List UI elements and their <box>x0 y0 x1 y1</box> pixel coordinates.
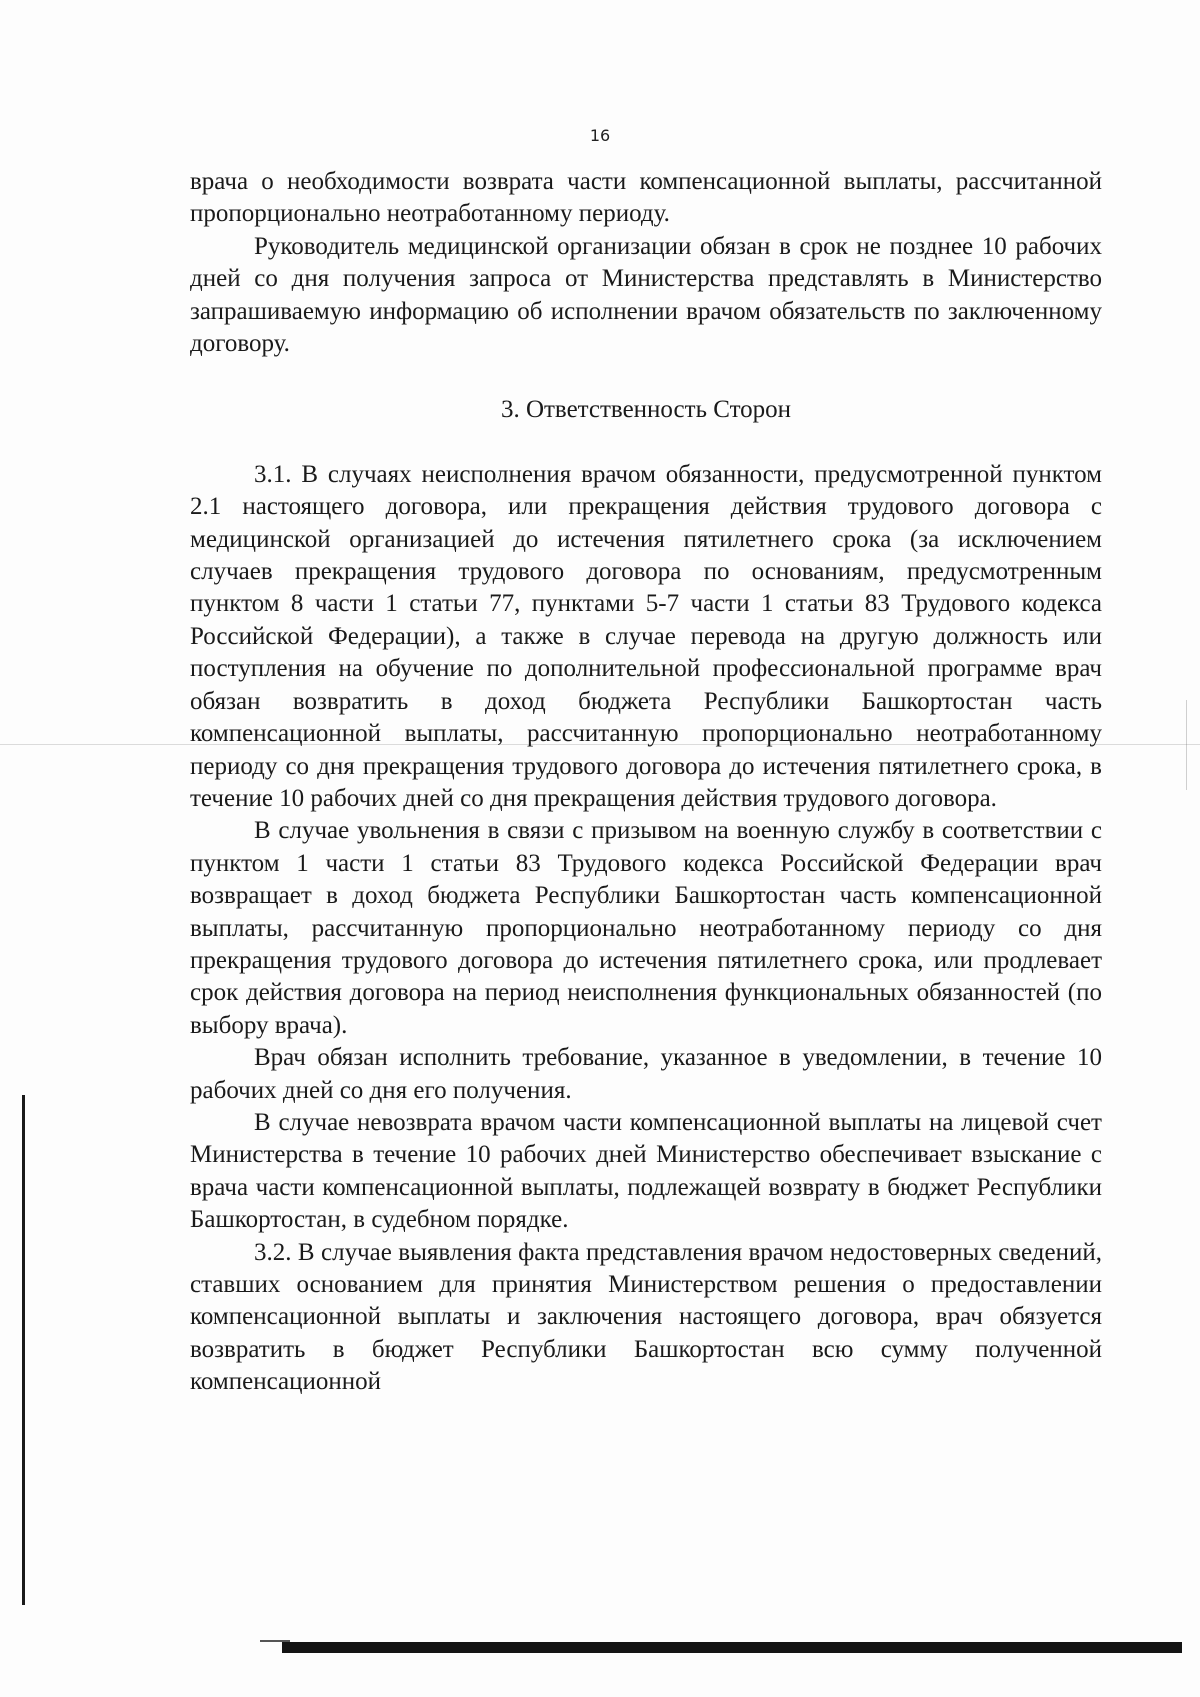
page-number: 16 <box>589 126 611 145</box>
scan-artifact-edge <box>1186 700 1187 790</box>
paragraph-military-service: В случае увольнения в связи с призывом на военную службу в соответствии с пунктом 1 части 1 статьи 83 Трудового кодекса Российской Федерации врач возвращает в доход бюджета Республики Башкортостан часть компенсационной выплаты, рассчитанную пропорционально неотработанному периоду со дня прекращения трудового договора до истечения пятилетнего срока, или продлевает срок действия договора на период неисполнения функциональных обязанностей (по выбору врача). <box>190 817 1102 1039</box>
clause-3-1: 3.1. В случаях неисполнения врачом обязанности, предусмотренной пунктом 2.1 настоящего договора, или прекращения действия трудового договора с медицинской организацией до истечения пятилетнего срока (за исключением случаев прекращения трудового договора по основаниям, предусмотренным пунктом 8 части 1 статьи 77, пунктами 5-7 части 1 статьи 83 Трудового кодекса Российской Федерации), а также в случае перевода на другую должность или поступления на обучение по дополнительной профессиональной программе врач обязан возвратить в доход бюджета Республики Башкортостан часть компенсационной выплаты, рассчитанную пропорционально неотработанному периоду со дня прекращения трудового договора до истечения пятилетнего срока, в течение 10 рабочих дней со дня прекращения действия трудового договора. <box>190 460 1102 812</box>
paragraph-non-return: В случае невозврата врачом части компенсационной выплаты на лицевой счет Министерства в течение 10 рабочих дней Министерство обеспечивает взыскание с врача части компенсационной выплаты, подлежащей возврату в бюджет Республики Башкортостан, в судебном порядке. <box>190 1108 1102 1234</box>
paragraph-continuation: врача о необходимости возврата части компенсационной выплаты, рассчитанной пропорционально неотработанному периоду. <box>190 168 1102 228</box>
section-heading: 3. Ответственность Сторон <box>500 396 792 424</box>
paragraph-director-obligation: Руководитель медицинской организации обязан в срок не позднее 10 рабочих дней со дня получения запроса от Министерства представлять в Министерство запрашиваемую информацию об исполнении врачом обязательств по заключенному договору. <box>190 232 1102 358</box>
scan-left-border <box>22 1095 25 1605</box>
document-body <box>190 166 1102 1399</box>
paragraph-notice-deadline: Врач обязан исполнить требование, указанное в уведомлении, в течение 10 рабочих дней со дня его получения. <box>190 1044 1102 1104</box>
clause-3-2: 3.2. В случае выявления факта представления врачом недостоверных сведений, ставших основанием для принятия Министерством решения о предоставлении компенсационной выплаты и заключения настоящего договора, врач обязуется возвратить в бюджет Республики Башкортостан всю сумму полученной компенсационной <box>190 1238 1102 1396</box>
scan-bottom-border <box>282 1642 1182 1653</box>
